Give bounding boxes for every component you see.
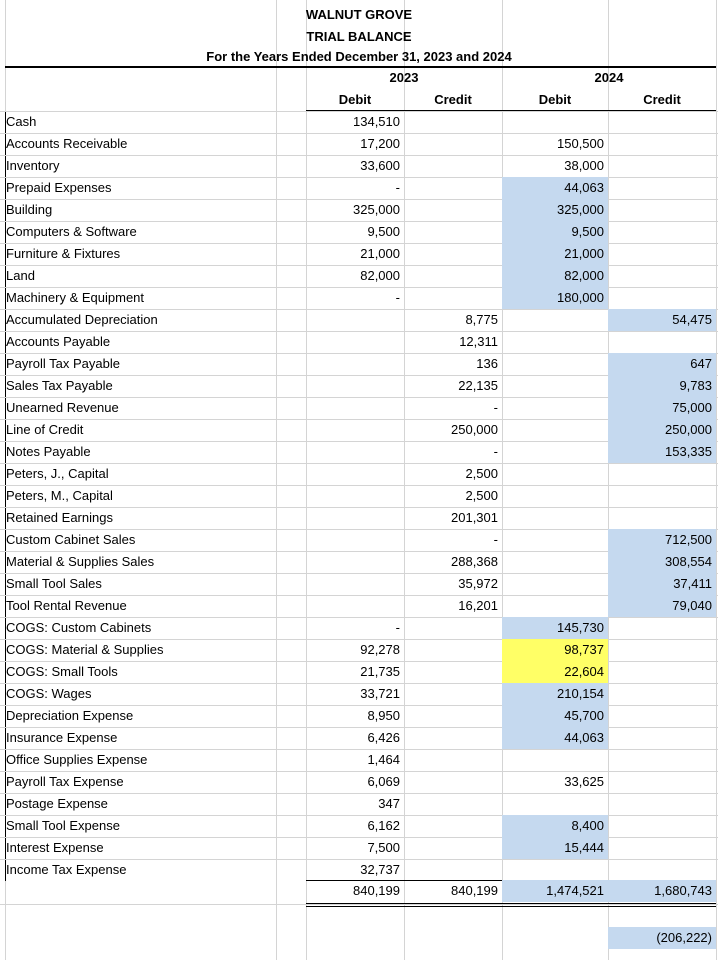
- debit-2023-cell: 6,069: [367, 774, 400, 789]
- account-name: Office Supplies Expense: [6, 752, 148, 767]
- credit-2024-cell: [608, 133, 716, 155]
- credit-2024-cell: [608, 485, 716, 507]
- credit-2024-cell: [608, 705, 716, 727]
- credit-2024-cell: [608, 111, 716, 133]
- debit-2023-cell: 6,162: [367, 818, 400, 833]
- total-debit-2023: 840,199: [353, 883, 400, 898]
- account-name: Line of Credit: [6, 422, 84, 437]
- account-name: COGS: Custom Cabinets: [6, 620, 152, 635]
- debit-2024-cell: [502, 331, 608, 353]
- account-name: Retained Earnings: [6, 510, 113, 525]
- table-row: [0, 243, 718, 265]
- table-row: [0, 595, 718, 617]
- debit-2024-cell: 38,000: [564, 158, 604, 173]
- debit-2024-cell: 325,000: [502, 199, 608, 221]
- credit-2024-cell: [608, 155, 716, 177]
- credit-2023-header: Credit: [434, 92, 472, 107]
- debit-2023-cell: [306, 573, 404, 595]
- year-2024-label: 2024: [594, 70, 624, 85]
- credit-2024-cell: [608, 243, 716, 265]
- credit-2023-cell: 288,368: [451, 554, 498, 569]
- debit-2024-cell: 9,500: [502, 221, 608, 243]
- table-row: [0, 375, 718, 397]
- credit-2023-cell: 250,000: [451, 422, 498, 437]
- table-row: [0, 287, 718, 309]
- debit-2024-cell: [502, 441, 608, 463]
- account-name: Notes Payable: [6, 444, 91, 459]
- debit-2024-cell: [502, 573, 608, 595]
- account-name: Depreciation Expense: [6, 708, 134, 723]
- company-name: WALNUT GROVE: [305, 7, 413, 22]
- table-row: [0, 353, 718, 375]
- credit-2024-cell: [608, 177, 716, 199]
- debit-2023-cell: 8,950: [367, 708, 400, 723]
- credit-2023-cell: [404, 265, 502, 287]
- credit-2024-cell: [608, 221, 716, 243]
- account-name: Small Tool Sales: [6, 576, 102, 591]
- account-name: Inventory: [6, 158, 60, 173]
- debit-2024-cell: [502, 463, 608, 485]
- debit-2024-cell: [502, 859, 608, 881]
- table-row: [0, 441, 718, 463]
- credit-2023-cell: [404, 133, 502, 155]
- account-name: Postage Expense: [6, 796, 108, 811]
- account-name: Unearned Revenue: [6, 400, 119, 415]
- account-name: Custom Cabinet Sales: [6, 532, 136, 547]
- debit-2023-cell: -: [395, 180, 400, 195]
- table-row: [0, 661, 718, 683]
- debit-2023-cell: [306, 331, 404, 353]
- total-credit-2023: 840,199: [451, 883, 498, 898]
- debit-2023-cell: [306, 529, 404, 551]
- debit-2024-cell: 82,000: [502, 265, 608, 287]
- grid-line: [0, 904, 718, 905]
- account-name: Computers & Software: [6, 224, 137, 239]
- account-name: Prepaid Expenses: [6, 180, 112, 195]
- account-name: Building: [6, 202, 53, 217]
- credit-2023-cell: [404, 111, 502, 133]
- account-name: Accounts Receivable: [6, 136, 128, 151]
- total-credit-2024: 1,680,743: [608, 880, 716, 902]
- debit-2024-cell: [502, 353, 608, 375]
- table-row: [0, 507, 718, 529]
- table-row: [0, 265, 718, 287]
- debit-2024-cell: [502, 507, 608, 529]
- account-name: COGS: Wages: [6, 686, 92, 701]
- credit-2023-cell: [404, 815, 502, 837]
- debit-2024-cell: 44,063: [502, 727, 608, 749]
- account-name: Insurance Expense: [6, 730, 118, 745]
- credit-2024-header: Credit: [643, 92, 681, 107]
- credit-2023-cell: [404, 837, 502, 859]
- year-header-row: [0, 67, 718, 89]
- table-row: [0, 617, 718, 639]
- account-name: Land: [6, 268, 35, 283]
- credit-2023-cell: 201,301: [451, 510, 498, 525]
- account-name: Peters, M., Capital: [6, 488, 113, 503]
- account-name: Payroll Tax Expense: [6, 774, 124, 789]
- table-row: [0, 749, 718, 771]
- credit-2024-cell: [608, 661, 716, 683]
- credit-2023-cell: [404, 859, 502, 881]
- account-name: Accumulated Depreciation: [6, 312, 158, 327]
- account-name: Small Tool Expense: [6, 818, 120, 833]
- debit-2024-cell: [502, 419, 608, 441]
- credit-2023-cell: [404, 771, 502, 793]
- credit-2023-cell: [404, 639, 502, 661]
- debit-2024-cell: [502, 551, 608, 573]
- credit-2024-cell: [608, 815, 716, 837]
- debit-2023-header: Debit: [338, 92, 372, 107]
- credit-2024-cell: 54,475: [608, 309, 716, 331]
- total-debit-2024: 1,474,521: [502, 880, 608, 902]
- debit-2023-cell: [306, 419, 404, 441]
- difference-value: (206,222): [608, 927, 716, 949]
- credit-2024-cell: [608, 617, 716, 639]
- table-row: [0, 727, 718, 749]
- debit-2023-cell: 82,000: [360, 268, 400, 283]
- debit-2024-cell: 22,604: [502, 661, 608, 683]
- table-row: [0, 397, 718, 419]
- table-row: [0, 485, 718, 507]
- credit-2024-cell: [608, 331, 716, 353]
- debit-2024-cell: [502, 793, 608, 815]
- table-row: [0, 177, 718, 199]
- table-row: [0, 573, 718, 595]
- credit-2024-cell: 712,500: [608, 529, 716, 551]
- credit-2024-cell: 75,000: [608, 397, 716, 419]
- debit-2023-cell: 325,000: [353, 202, 400, 217]
- double-underline-2: [306, 906, 716, 907]
- credit-2023-cell: 2,500: [465, 488, 498, 503]
- table-row: [0, 309, 718, 331]
- credit-2023-cell: [404, 727, 502, 749]
- column-header-row: [0, 89, 718, 111]
- table-row: [0, 221, 718, 243]
- account-name: Material & Supplies Sales: [6, 554, 155, 569]
- debit-2024-header: Debit: [538, 92, 572, 107]
- debit-2023-cell: 33,600: [360, 158, 400, 173]
- credit-2024-cell: [608, 859, 716, 881]
- table-row: [0, 639, 718, 661]
- credit-2024-cell: 37,411: [608, 573, 716, 595]
- credit-2024-cell: [608, 463, 716, 485]
- table-row: [0, 419, 718, 441]
- difference-row: [0, 927, 718, 949]
- debit-2024-cell: 145,730: [502, 617, 608, 639]
- debit-2024-cell: [502, 397, 608, 419]
- debit-2023-cell: [306, 485, 404, 507]
- table-row: [0, 199, 718, 221]
- debit-2024-cell: [502, 111, 608, 133]
- debit-2023-cell: 21,000: [360, 246, 400, 261]
- credit-2024-cell: 647: [608, 353, 716, 375]
- table-row: [0, 463, 718, 485]
- debit-2024-cell: [502, 749, 608, 771]
- table-row: [0, 815, 718, 837]
- credit-2023-cell: [404, 221, 502, 243]
- credit-2024-cell: [608, 749, 716, 771]
- totals-row: [0, 880, 718, 902]
- account-name: Payroll Tax Payable: [6, 356, 120, 371]
- account-name: Tool Rental Revenue: [6, 598, 127, 613]
- credit-2023-cell: 136: [476, 356, 498, 371]
- debit-2024-cell: 98,737: [502, 639, 608, 661]
- debit-2024-cell: [502, 595, 608, 617]
- debit-2023-cell: 9,500: [367, 224, 400, 239]
- account-name: Furniture & Fixtures: [6, 246, 121, 261]
- debit-2023-cell: [306, 595, 404, 617]
- debit-2023-cell: -: [395, 620, 400, 635]
- account-name: COGS: Material & Supplies: [6, 642, 164, 657]
- account-name: Cash: [6, 114, 37, 129]
- credit-2023-cell: 22,135: [458, 378, 498, 393]
- credit-2024-cell: 153,335: [608, 441, 716, 463]
- debit-2023-cell: 33,721: [360, 686, 400, 701]
- credit-2023-cell: [404, 199, 502, 221]
- credit-2024-cell: 308,554: [608, 551, 716, 573]
- credit-2023-cell: [404, 661, 502, 683]
- debit-2024-cell: [502, 309, 608, 331]
- debit-2023-cell: 1,464: [367, 752, 400, 767]
- table-row: [0, 837, 718, 859]
- credit-2023-cell: [404, 749, 502, 771]
- account-name: COGS: Small Tools: [6, 664, 118, 679]
- debit-2024-cell: 45,700: [502, 705, 608, 727]
- debit-2023-cell: 92,278: [360, 642, 400, 657]
- credit-2023-cell: [404, 287, 502, 309]
- account-name: Income Tax Expense: [6, 862, 127, 877]
- credit-2023-cell: -: [493, 400, 498, 415]
- debit-2024-cell: 150,500: [557, 136, 604, 151]
- debit-2023-cell: 134,510: [353, 114, 400, 129]
- account-name: Sales Tax Payable: [6, 378, 113, 393]
- credit-2023-cell: 2,500: [465, 466, 498, 481]
- credit-2023-cell: [404, 177, 502, 199]
- account-name: Peters, J., Capital: [6, 466, 109, 481]
- debit-2024-cell: 15,444: [502, 837, 608, 859]
- debit-2024-cell: 210,154: [502, 683, 608, 705]
- credit-2024-cell: [608, 683, 716, 705]
- debit-2023-cell: 17,200: [360, 136, 400, 151]
- debit-2023-cell: [306, 375, 404, 397]
- credit-2024-cell: [608, 639, 716, 661]
- debit-2024-cell: 44,063: [502, 177, 608, 199]
- debit-2023-cell: -: [395, 290, 400, 305]
- credit-2023-cell: [404, 243, 502, 265]
- table-row: [0, 529, 718, 551]
- credit-2024-cell: [608, 287, 716, 309]
- credit-2024-cell: [608, 793, 716, 815]
- credit-2023-cell: 16,201: [458, 598, 498, 613]
- credit-2023-cell: -: [493, 532, 498, 547]
- account-name: Machinery & Equipment: [6, 290, 145, 305]
- debit-2024-cell: 21,000: [502, 243, 608, 265]
- credit-2024-cell: 250,000: [608, 419, 716, 441]
- credit-2023-cell: 8,775: [465, 312, 498, 327]
- credit-2023-cell: 12,311: [459, 334, 498, 349]
- debit-2023-cell: [306, 507, 404, 529]
- debit-2023-cell: [306, 309, 404, 331]
- credit-2023-cell: [404, 793, 502, 815]
- debit-2024-cell: 8,400: [502, 815, 608, 837]
- table-row: [0, 793, 718, 815]
- debit-2023-cell: 347: [378, 796, 400, 811]
- credit-2023-cell: -: [493, 444, 498, 459]
- credit-2023-cell: [404, 705, 502, 727]
- credit-2023-cell: [404, 683, 502, 705]
- credit-2024-cell: [608, 265, 716, 287]
- account-name: Interest Expense: [6, 840, 104, 855]
- debit-2024-cell: [502, 375, 608, 397]
- debit-2023-cell: 7,500: [367, 840, 400, 855]
- credit-2023-cell: [404, 617, 502, 639]
- table-row: [0, 705, 718, 727]
- credit-2024-cell: [608, 837, 716, 859]
- table-row: [0, 551, 718, 573]
- table-row: [0, 771, 718, 793]
- debit-2024-cell: 33,625: [564, 774, 604, 789]
- debit-2024-cell: 180,000: [502, 287, 608, 309]
- credit-2024-cell: [608, 199, 716, 221]
- debit-2023-cell: [306, 353, 404, 375]
- table-row: [0, 155, 718, 177]
- debit-2024-cell: [502, 485, 608, 507]
- credit-2024-cell: [608, 771, 716, 793]
- table-row: [0, 859, 718, 881]
- credit-2024-cell: 9,783: [608, 375, 716, 397]
- debit-2023-cell: 6,426: [367, 730, 400, 745]
- debit-2023-cell: 21,735: [360, 664, 400, 679]
- credit-2024-cell: [608, 727, 716, 749]
- debit-2024-cell: [502, 529, 608, 551]
- debit-2023-cell: [306, 441, 404, 463]
- report-title: TRIAL BALANCE: [306, 29, 412, 44]
- debit-2023-cell: [306, 551, 404, 573]
- credit-2024-cell: 79,040: [608, 595, 716, 617]
- debit-2023-cell: 32,737: [360, 862, 400, 877]
- credit-2023-cell: [404, 155, 502, 177]
- table-row: [0, 331, 718, 353]
- debit-2023-cell: [306, 463, 404, 485]
- table-row: [0, 133, 718, 155]
- table-row: [0, 683, 718, 705]
- report-period: For the Years Ended December 31, 2023 and 2024: [206, 49, 512, 64]
- credit-2024-cell: [608, 507, 716, 529]
- table-row: [0, 111, 718, 133]
- year-2023-label: 2023: [389, 70, 419, 85]
- credit-2023-cell: 35,972: [458, 576, 498, 591]
- debit-2023-cell: [306, 397, 404, 419]
- account-name: Accounts Payable: [6, 334, 111, 349]
